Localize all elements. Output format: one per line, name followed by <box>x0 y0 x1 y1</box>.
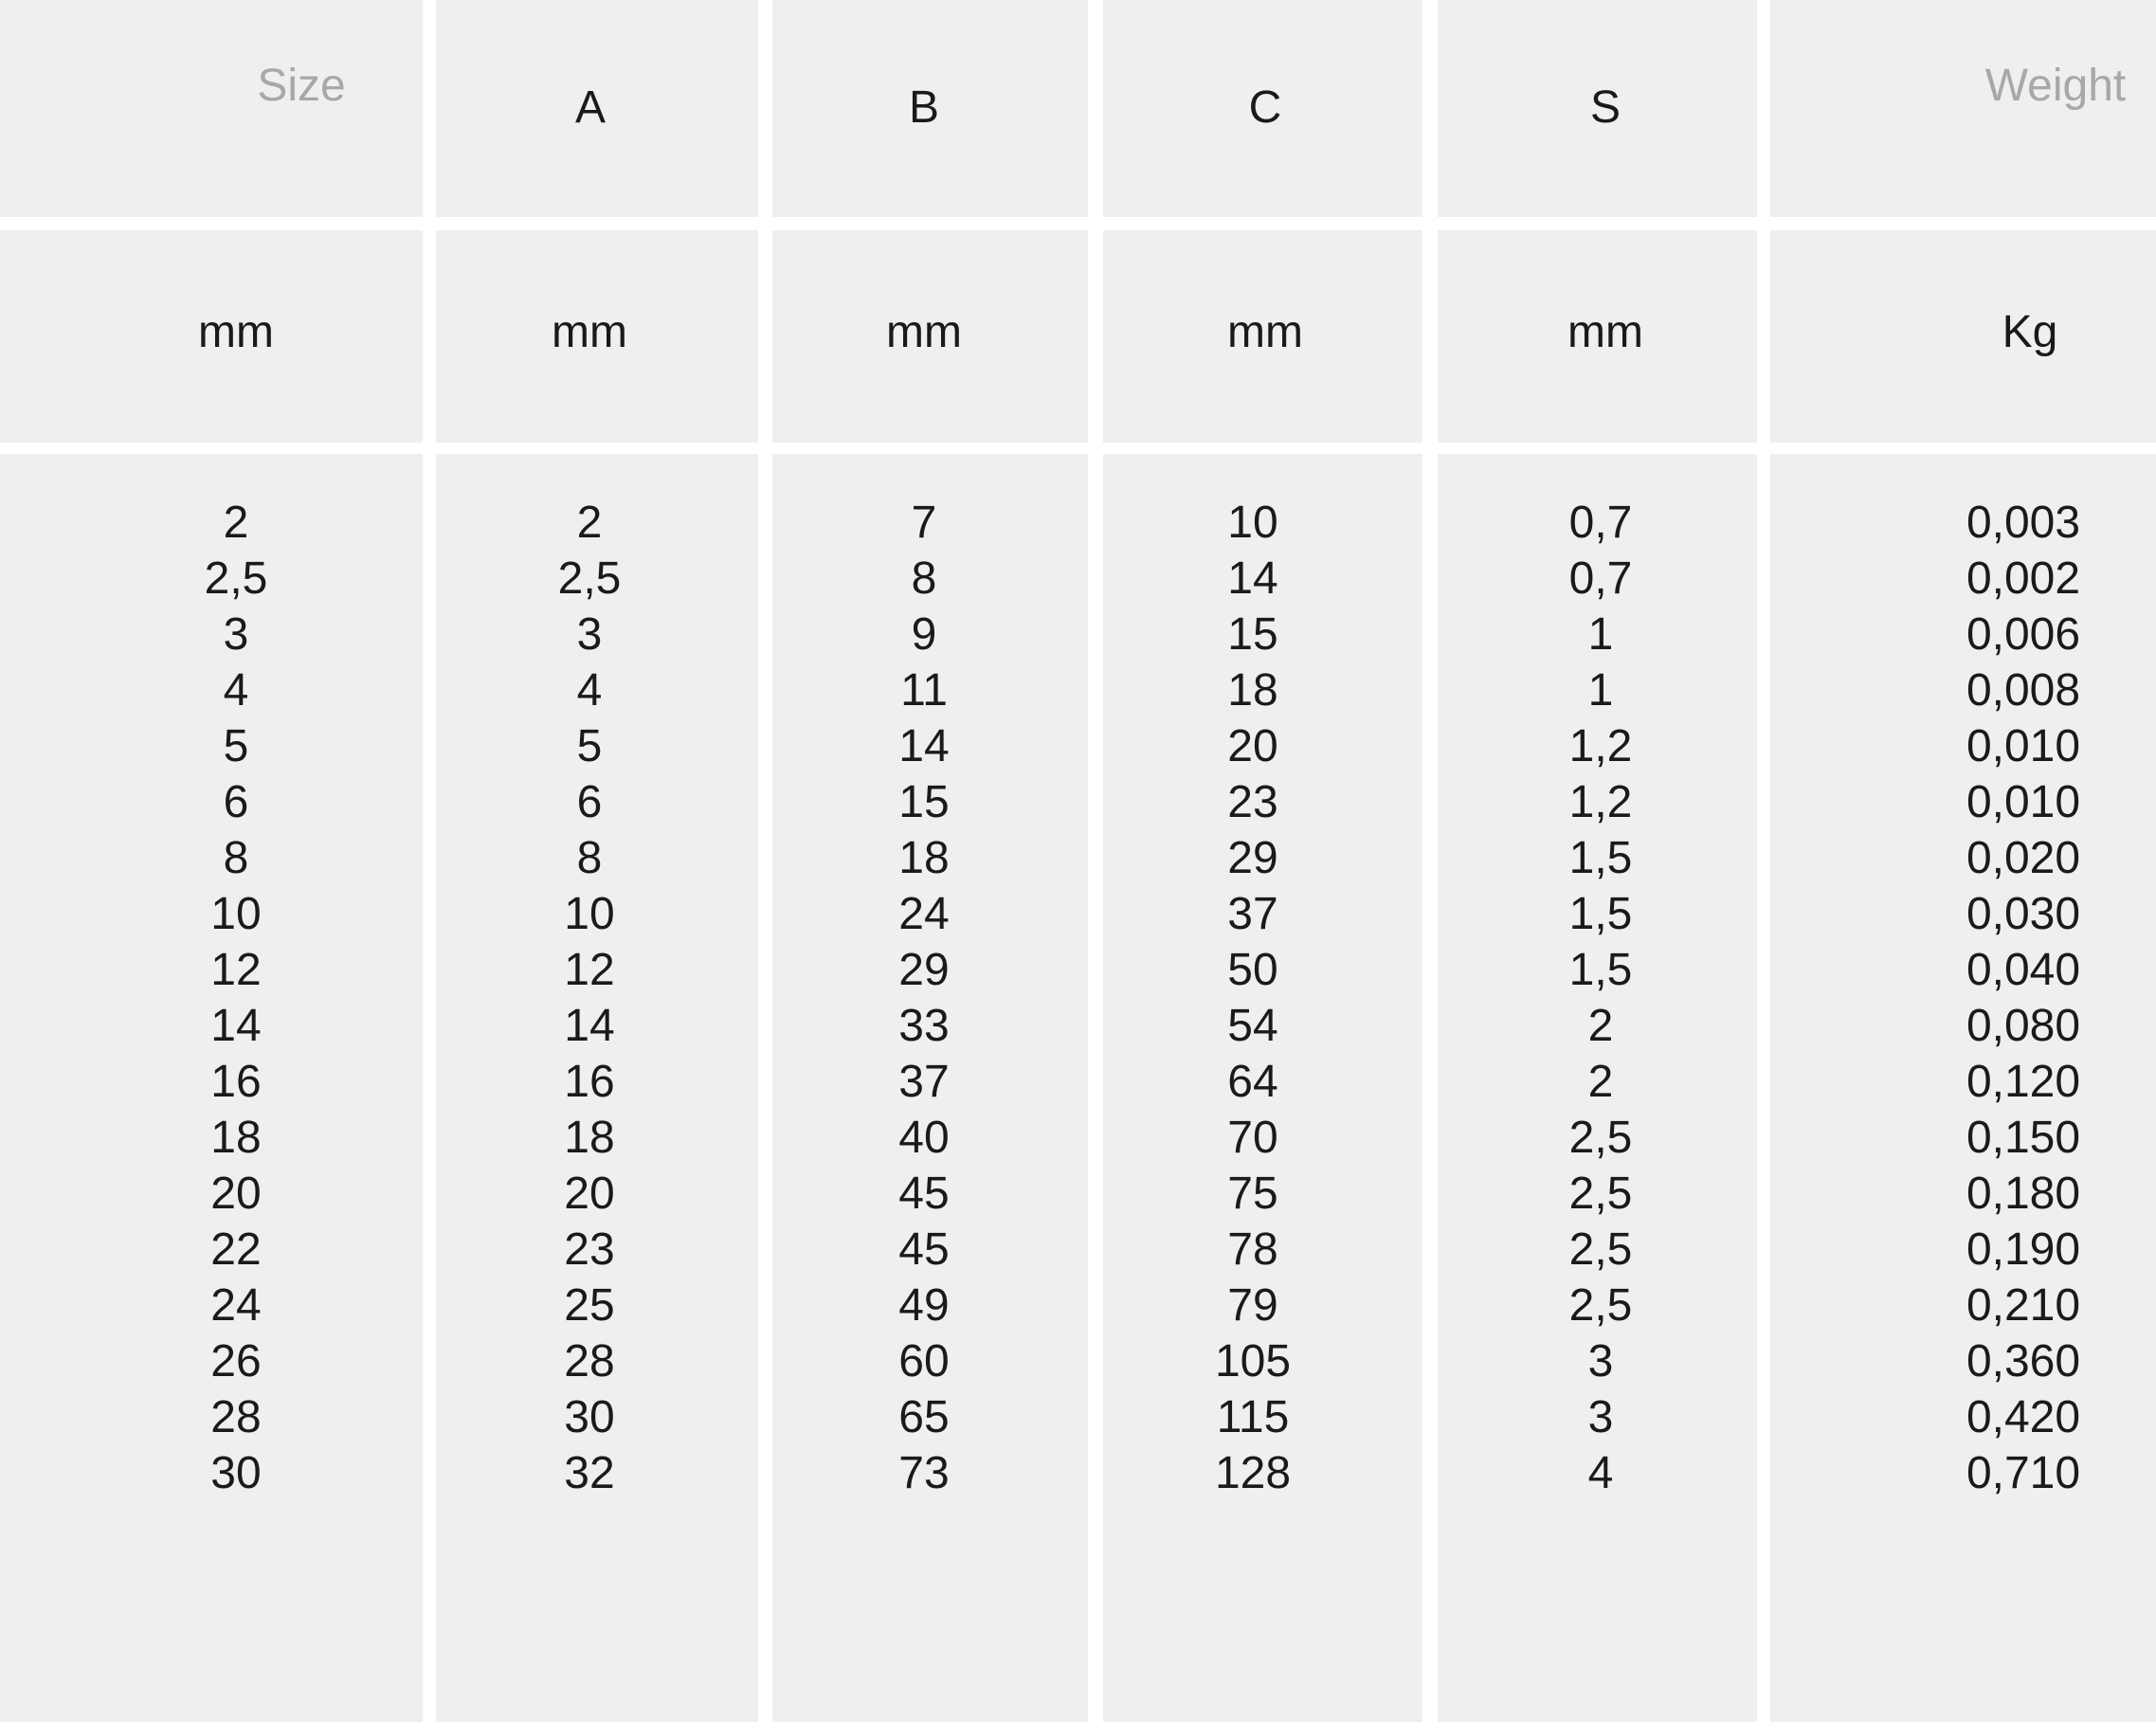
table-cell: 33 <box>898 1001 950 1051</box>
table-cell: 0,150 <box>1966 1113 2081 1163</box>
table-cell: 22 <box>210 1224 262 1275</box>
table-cell: 18 <box>1227 665 1278 716</box>
table-cell: 10 <box>564 889 615 939</box>
table-cell: 14 <box>564 1001 615 1051</box>
header-cell-size <box>0 0 423 217</box>
table-cell: 2,5 <box>557 553 622 604</box>
values-b <box>898 495 949 1501</box>
table-cell: 1,5 <box>1568 889 1633 939</box>
table-cell: 54 <box>1227 1001 1278 1051</box>
table-cell: 0,040 <box>1966 945 2081 995</box>
table-cell: 14 <box>1227 553 1278 604</box>
table-cell: 5 <box>576 721 603 771</box>
table-cell: 0,180 <box>1966 1169 2081 1219</box>
body-cell-weight <box>1770 454 2156 1722</box>
table-cell: 0,190 <box>1966 1224 2081 1275</box>
table-cell: 0,006 <box>1966 609 2081 660</box>
table-cell: 79 <box>1227 1280 1278 1331</box>
table-cell: 105 <box>1214 1336 1292 1387</box>
table-cell: 0,020 <box>1966 833 2081 883</box>
table-cell: 30 <box>564 1392 615 1442</box>
table-cell: 8 <box>223 833 249 883</box>
unit-label-weight: Kg <box>2002 307 2058 357</box>
table-cell: 10 <box>1227 498 1278 548</box>
table-cell: 37 <box>898 1057 950 1107</box>
table-cell: 20 <box>564 1169 615 1219</box>
table-cell: 2,5 <box>1568 1280 1633 1331</box>
table-cell: 2 <box>1587 1057 1614 1107</box>
table-cell: 0,003 <box>1966 498 2081 548</box>
table-cell: 0,710 <box>1966 1448 2081 1498</box>
table-cell: 115 <box>1216 1392 1290 1442</box>
table-cell: 1,2 <box>1568 777 1633 827</box>
unit-label-size: mm <box>198 307 274 357</box>
unit-label-a: mm <box>552 307 627 357</box>
column-header-weight: Weight <box>1984 61 2127 111</box>
table-cell: 15 <box>1227 609 1278 660</box>
table-cell: 0,002 <box>1966 553 2081 604</box>
unit-cell-weight <box>1770 230 2156 443</box>
column-header-b: B <box>908 82 940 133</box>
table-cell: 0,210 <box>1966 1280 2081 1331</box>
column-header-c: C <box>1248 82 1282 133</box>
table-cell: 3 <box>1587 1392 1614 1442</box>
table-cell: 32 <box>564 1448 615 1498</box>
table-cell: 70 <box>1227 1113 1278 1163</box>
table-cell: 2,5 <box>1568 1169 1633 1219</box>
table-cell: 6 <box>576 777 603 827</box>
table-cell: 0,010 <box>1966 777 2081 827</box>
unit-label-s: mm <box>1567 307 1643 357</box>
table-cell: 14 <box>210 1001 262 1051</box>
table-cell: 28 <box>564 1336 615 1387</box>
table-cell: 40 <box>898 1113 950 1163</box>
table-cell: 78 <box>1227 1224 1278 1275</box>
table-cell: 24 <box>898 889 950 939</box>
table-cell: 0,010 <box>1966 721 2081 771</box>
table-cell: 26 <box>210 1336 262 1387</box>
table-cell: 25 <box>564 1280 615 1331</box>
table-cell: 50 <box>1227 945 1278 995</box>
table-cell: 29 <box>898 945 950 995</box>
values-size <box>205 495 268 1501</box>
table-cell: 24 <box>210 1280 262 1331</box>
table-cell: 12 <box>564 945 615 995</box>
table-cell: 10 <box>210 889 262 939</box>
table-cell: 2 <box>576 498 603 548</box>
table-cell: 128 <box>1214 1448 1292 1498</box>
table-cell: 18 <box>564 1113 615 1163</box>
table-cell: 37 <box>1227 889 1278 939</box>
table-cell: 28 <box>210 1392 262 1442</box>
table-cell: 2,5 <box>1568 1113 1633 1163</box>
table-cell: 73 <box>898 1448 950 1498</box>
table-cell: 4 <box>223 665 249 716</box>
table-cell: 49 <box>898 1280 950 1331</box>
unit-label-c: mm <box>1227 307 1303 357</box>
table-cell: 12 <box>210 945 262 995</box>
table-cell: 11 <box>900 665 948 716</box>
table-cell: 7 <box>911 498 937 548</box>
values-c <box>1215 495 1291 1501</box>
table-cell: 45 <box>898 1224 950 1275</box>
table-cell: 18 <box>898 833 950 883</box>
table-cell: 16 <box>564 1057 615 1107</box>
table-cell: 8 <box>576 833 603 883</box>
table-cell: 30 <box>210 1448 262 1498</box>
table-cell: 23 <box>1227 777 1278 827</box>
table-cell: 0,080 <box>1966 1001 2081 1051</box>
table-cell: 15 <box>898 777 950 827</box>
column-header-size: Size <box>257 61 346 111</box>
table-cell: 5 <box>223 721 249 771</box>
table-cell: 45 <box>898 1169 950 1219</box>
table-cell: 29 <box>1227 833 1278 883</box>
table-cell: 8 <box>911 553 937 604</box>
unit-label-b: mm <box>886 307 962 357</box>
table-cell: 2,5 <box>204 553 268 604</box>
table-cell: 1,2 <box>1568 721 1633 771</box>
table-cell: 20 <box>1227 721 1278 771</box>
column-header-s: S <box>1589 82 1622 133</box>
table-cell: 65 <box>898 1392 950 1442</box>
table-cell: 75 <box>1227 1169 1278 1219</box>
table-cell: 64 <box>1227 1057 1278 1107</box>
table-cell: 14 <box>898 721 950 771</box>
values-a <box>558 495 622 1501</box>
table-cell: 1 <box>1587 665 1614 716</box>
table-cell: 0,7 <box>1568 553 1633 604</box>
table-cell: 1 <box>1587 609 1614 660</box>
table-cell: 2 <box>223 498 249 548</box>
values-s <box>1569 495 1633 1501</box>
table-cell: 0,360 <box>1966 1336 2081 1387</box>
values-weight <box>1966 495 2080 1501</box>
table-cell: 2 <box>1587 1001 1614 1051</box>
table-cell: 1,5 <box>1568 833 1633 883</box>
table-cell: 16 <box>210 1057 262 1107</box>
table-cell: 2,5 <box>1568 1224 1633 1275</box>
table-cell: 18 <box>210 1113 262 1163</box>
table-cell: 60 <box>898 1336 950 1387</box>
table-cell: 0,008 <box>1966 665 2081 716</box>
table-cell: 6 <box>223 777 249 827</box>
table-cell: 23 <box>564 1224 615 1275</box>
column-header-a: A <box>574 82 607 133</box>
table-cell: 3 <box>223 609 249 660</box>
table-cell: 3 <box>576 609 603 660</box>
table-cell: 3 <box>1587 1336 1614 1387</box>
table-cell: 0,420 <box>1966 1392 2081 1442</box>
table-cell: 0,030 <box>1966 889 2081 939</box>
table-cell: 1,5 <box>1568 945 1633 995</box>
table-cell: 4 <box>576 665 603 716</box>
table-cell: 0,120 <box>1966 1057 2081 1107</box>
table-cell: 0,7 <box>1568 498 1633 548</box>
table-cell: 9 <box>911 609 937 660</box>
table-cell: 4 <box>1587 1448 1614 1498</box>
table-cell: 20 <box>210 1169 262 1219</box>
